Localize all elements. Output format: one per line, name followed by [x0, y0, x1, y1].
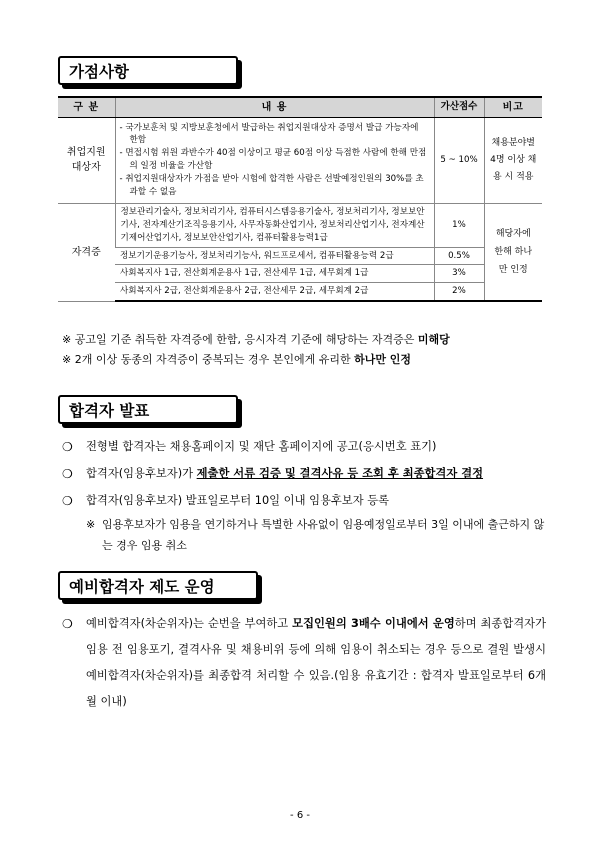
page-number: - 6 -	[290, 810, 310, 821]
table-row-cert	[58, 265, 542, 283]
table-row-cert	[58, 247, 542, 265]
veteran-content	[115, 117, 434, 203]
veteran-bullet: - 면접시험 위원 과반수가 40점 이상이고 평균 60점 이상 득점한 사람에 한해 만점의 일정 비율을 가산함	[119, 148, 427, 172]
note-line: ※ 공고일 기준 취득한 자격증에 한함, 응시자격 기준에 해당하는 자격증은 미해당	[62, 333, 450, 346]
cert-content: 사회복지사 1급, 전산회계운용사 1급, 전산세무 1급, 세무회계 1급	[115, 265, 434, 283]
cert-points: 2%	[434, 283, 484, 301]
section-title-bonus: 가점사항	[58, 56, 238, 85]
header-note: 비고	[484, 97, 542, 117]
reserve-list	[62, 611, 546, 715]
circle-bullet-icon: ❍	[62, 617, 73, 631]
veteran-bullet: - 국가보훈처 및 지방보훈청에서 발급하는 취업지원대상자 증명서 발급 가능자에 한함	[119, 122, 419, 146]
cert-note: 해당자에 한해 하나만 인정	[484, 203, 542, 301]
cert-points: 0.5%	[434, 247, 484, 265]
circle-bullet-icon: ❍	[62, 494, 73, 508]
veteran-bullet: - 취업지원대상자가 가점을 받아 시험에 합격한 사람은 선발예정인원의 30%를 초과할 수 없음	[119, 174, 424, 197]
veteran-points: 5 ~ 10%	[434, 117, 484, 203]
cert-content: 정보관리기술사, 정보처리기사, 컴퓨터시스템응용기술사, 정보처리기사, 정보보안기사, 전자계산기조직응용기사, 사무자동화산업기사, 정보처리산업기사, 전자계산기제어산업기사, 정보보안산업기사, 컴퓨터활용능력1급	[115, 203, 434, 247]
table-notes	[62, 330, 450, 370]
table-row-veteran	[58, 117, 542, 203]
table-row-cert	[58, 203, 542, 247]
header-content: 내 용	[115, 97, 434, 117]
list-item: ❍ 전형별 합격자는 채용홈페이지 및 재단 홈페이지에 공고(응시번호 표기)	[62, 436, 552, 458]
header-points: 가산점수	[434, 97, 484, 117]
list-item: ❍ 합격자(임용후보자) 발표일로부터 10일 이내 임용후보자 등록	[62, 490, 552, 512]
cert-content: 정보기기운용기능사, 정보처리기능사, 워드프로세서, 컴퓨터활용능력 2급	[115, 247, 434, 265]
cert-points: 3%	[434, 265, 484, 283]
announcement-list	[62, 436, 552, 556]
cert-content: 사회복지사 2급, 전산회계운용사 2급, 전산세무 2급, 세무회계 2급	[115, 283, 434, 301]
list-item: ❍ 예비합격자(차순위자)는 순번을 부여하고 모집인원의 3배수 이내에서 운영하며 최종합격자가 임용 전 임용포기, 결격사유 및 채용비위 등에 의해 임용이 취소되는 경우 등으로 결원 발생시 예비합격자(차순위자)를 최종합격 처리할 수 있음.(임용 유효기간 : 합격자 발표일로부터 6개월 이내)	[62, 611, 546, 715]
table-row-cert	[58, 283, 542, 301]
veteran-note: 채용분야별 4명 이상 채용 시 적용	[484, 117, 542, 203]
note-line: ※ 2개 이상 동종의 자격증이 중복되는 경우 본인에게 유리한 하나만 인정	[62, 353, 412, 366]
circle-bullet-icon: ❍	[62, 467, 73, 481]
cert-label: 자격증	[58, 203, 115, 301]
header-category: 구 분	[58, 97, 115, 117]
circle-bullet-icon: ❍	[62, 440, 73, 454]
section-title-announcement: 합격자 발표	[58, 395, 238, 424]
cert-points: 1%	[434, 203, 484, 247]
table-header-row	[58, 97, 542, 117]
sub-note: ※ 임용후보자가 임용을 연기하거나 특별한 사유없이 임용예정일로부터 3일 이내에 출근하지 않는 경우 임용 취소	[86, 518, 545, 552]
bonus-table	[58, 96, 542, 302]
list-item: ❍ 합격자(임용후보자)가 제출한 서류 검증 및 결격사유 등 조회 후 최종합격자 결정	[62, 463, 552, 485]
veteran-label: 취업지원 대상자	[58, 117, 115, 203]
section-title-reserve: 예비합격자 제도 운영	[58, 571, 258, 600]
